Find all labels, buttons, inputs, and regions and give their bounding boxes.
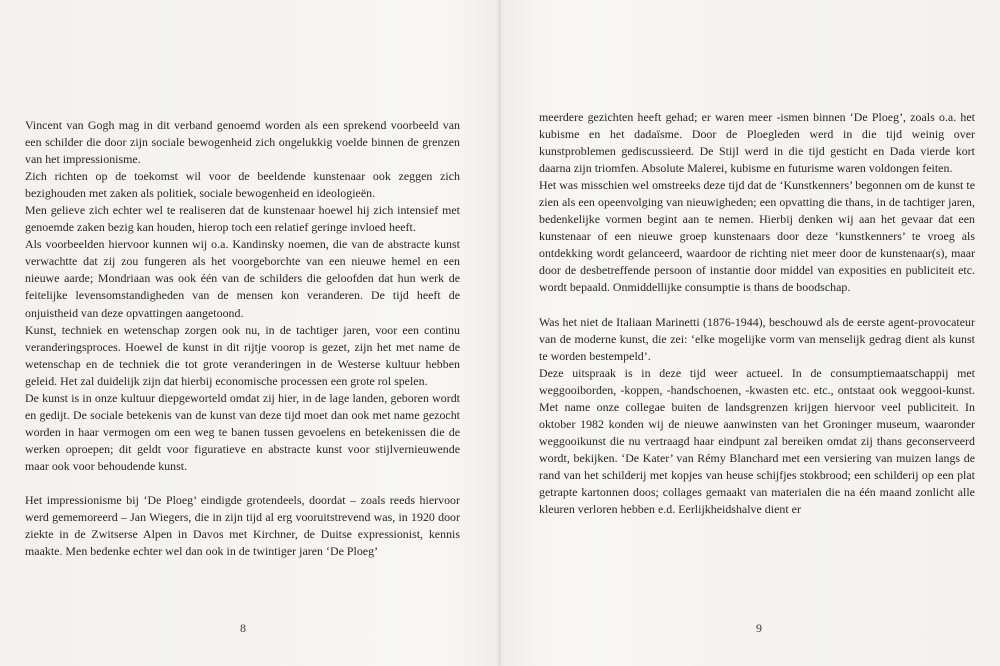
right-paragraph-4: Deze uitspraak is in deze tijd weer actueel. In de consumptiemaatschappij met weggooiborden, -koppen, -handschoenen, -kwasten etc. etc., ontstaat ook weggooi-kunst. Met name onze collegae buiten de landsgrenzen krijgen hiervoor veel publiciteit. In oktober 1982 konden wij de nieuwe aanwinsten van het Groninger museum, waaronder weggooikunst die nu vertraagd haar eindpunt zal bereiken omdat zij thans geconserveerd wordt, bekijken. ‘De Kater’ van Rémy Blanchard met een versiering van muizen langs de rand van het schilderij met kopjes van heuse schijfjes stokbrood; een schilderij op een plat getrapte kartonnen doos; collages gemaakt van materialen die na één maand zonlicht alle kleuren verloren hebben e.d. Eerlijkheidshalve dient er	[539, 365, 975, 517]
left-paragraph-2: Zich richten op de toekomst wil voor de beeldende kunstenaar ook zeggen zich bezighouden met zaken als politiek, sociale bewogenheid en ideologieën.	[25, 169, 460, 201]
left-paragraph-4: Als voorbeelden hiervoor kunnen wij o.a. Kandinsky noemen, die van de abstracte kunst verwachtte dat zij zou fungeren als het voorgeborchte van een nieuwe hemel en een nieuwe aarde; Mondriaan was ook één van de schilders die geloofden dat hun werk de feitelijke levensomstandigheden van de mensen kon veranderen. De tijd heeft de onjuistheid van deze opvattingen aangetoond.	[25, 237, 460, 320]
right-paragraph-gap	[539, 297, 975, 314]
left-paragraph-gap	[25, 475, 460, 492]
left-paragraph-1: Vincent van Gogh mag in dit verband genoemd worden als een sprekend voorbeeld van een schilder die door zijn sociale bewogenheid zich ongelukkig voelde binnen de grenzen van het impressionisme.	[25, 118, 460, 167]
right-page	[500, 0, 1000, 666]
right-paragraph-2: Het was misschien wel omstreeks deze tijd dat de ‘Kunstkenners’ begonnen om de kunst te zien als een opeenvolging van nieuwigheden; een opvatting die thans, in de tachtiger jaren, bedenkelijke vormen begint aan te nemen. Hierbij denken wij aan het gevaar dat een kunstenaar of een nieuwe groep kunstenaars door deze ‘kunstkenners’ te vroeg als ontdekking wordt gelanceerd, waardoor de richting niet meer door de kunstenaar(s), maar door de desbetreffende persoon of instantie door middel van exposities en publiciteit etc. wordt bepaald. Onmiddellijke consumptie is thans de boodschap.	[539, 178, 975, 295]
right-page-text-block-1	[539, 109, 975, 518]
page-number-right: 9	[756, 621, 762, 635]
page-number-left: 8	[240, 621, 246, 635]
right-paragraph-1: meerdere gezichten heeft gehad; er waren meer -ismen binnen ‘De Ploeg’, zoals o.a. het kubisme en het dadaïsme. Door de Ploegleden werd in die tijd weinig over kunstproblemen gediscussieerd. De Stijl werd in die tijd gesticht en Dada vierde kort daarna zijn triomfen. Absolute Malerei, kubisme en futurisme waren voldongen feiten.	[539, 110, 975, 176]
left-paragraph-7: Het impressionisme bij ‘De Ploeg’ eindigde grotendeels, doordat – zoals reeds hiervoor werd gememoreerd – Jan Wiegers, die in zijn tijd al erg vooruitstrevend was, in 1920 door ziekte in de Zwitserse Alpen in Davos met Kirchner, de Duitse expressionist, kennis maakte. Men bedenke echter wel dan ook in de twintiger jaren ‘De Ploeg’	[25, 492, 460, 559]
left-paragraph-3: Men gelieve zich echter wel te realiseren dat de kunstenaar hoewel hij zich intensief met genoemde zaken bezig kan houden, hierop toch een relatief geringe invloed heeft.	[25, 203, 460, 235]
left-page-text-block-1	[25, 117, 460, 560]
left-paragraph-6: De kunst is in onze kultuur diepgeworteld omdat zij hier, in de lage landen, geboren wordt en gedijt. De sociale betekenis van de kunst van deze tijd moet dan ook met name gezocht worden in haar vermogen om een weg te banen tussen gevoelens en betekenissen die de werken oproepen; dit geldt voor figuratieve en abstracte kunst voor stijlvernieuwende maar ook voor behoudende kunst.	[25, 390, 460, 473]
right-paragraph-3: Was het niet de Italiaan Marinetti (1876-1944), beschouwd als de eerste agent-provocateur van de moderne kunst, die zei: ‘elke mogelijke vorm van menselijk gedrag dient als kunst te worden bestempeld’.	[539, 314, 975, 363]
left-paragraph-5: Kunst, techniek en wetenschap zorgen ook nu, in de tachtiger jaren, voor een continu veranderingsproces. Hoewel de kunst in dit rijtje voorop is gezet, zijn het met name de wetenschap en de techniek die tot grote veranderingen in de Westerse kultuur hebben geleid. Het zal duidelijk zijn dat hierbij economische processen een grote rol spelen.	[25, 322, 460, 388]
